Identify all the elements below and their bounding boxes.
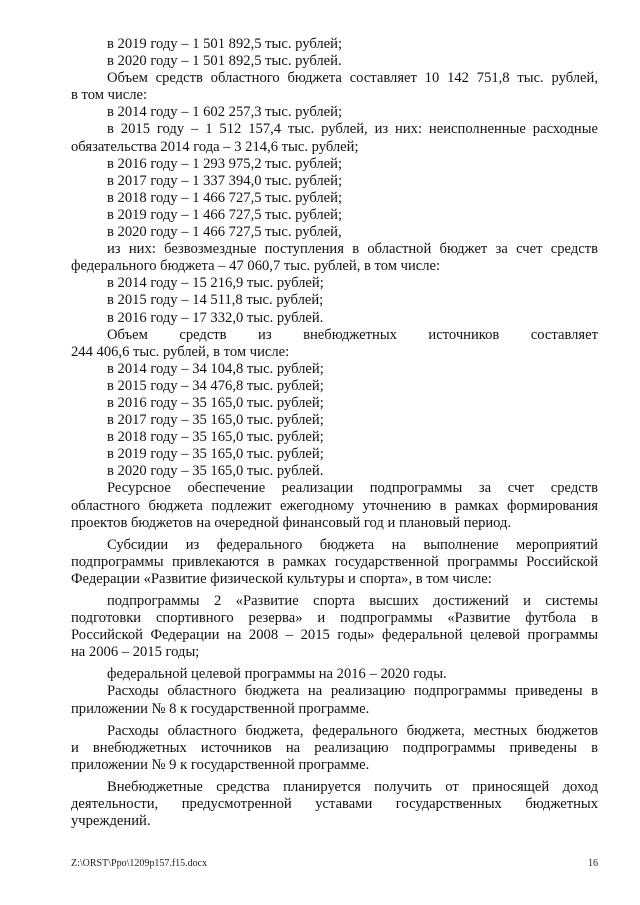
text-line: в 2014 году – 15 216,9 тыс. рублей; (107, 275, 324, 292)
text-line: Расходы областного бюджета, федерального бюджета, местных бюджетов (107, 722, 598, 739)
text-line: Внебюджетные средства планируется получить от приносящей доход (107, 778, 598, 795)
text-line: в 2015 году – 14 511,8 тыс. рублей; (107, 292, 324, 309)
text-line: 244 406,6 тыс. рублей, в том числе: (71, 343, 290, 360)
text-line: в 2017 году – 35 165,0 тыс. рублей; (107, 412, 324, 429)
text-line: федерального бюджета – 47 060,7 тыс. рублей, в том числе: (71, 258, 441, 275)
text-line: в 2014 году – 34 104,8 тыс. рублей; (107, 360, 324, 377)
text-line: в 2019 году – 1 466 727,5 тыс. рублей; (107, 206, 343, 223)
text-line: в 2016 году – 35 165,0 тыс. рублей; (107, 394, 324, 411)
text-line: Субсидии из федерального бюджета на выполнение мероприятий (107, 536, 598, 553)
text-line: Федерации «Развитие физической культуры и спорта», в том числе: (71, 570, 492, 587)
text-line: в 2019 году – 35 165,0 тыс. рублей; (107, 446, 324, 463)
text-line: федеральной целевой программы на 2016 – 2020 годы. (107, 666, 447, 683)
text-line: областного бюджета подлежит ежегодному уточнению в рамках формирования (71, 497, 598, 514)
text-line: Российской Федерации на 2008 – 2015 годы» федеральной целевой программы (71, 627, 598, 644)
text-line: деятельности, предусмотренной уставами государственных бюджетных (71, 796, 598, 813)
page-number: 16 (588, 858, 598, 869)
text-line: Объем средств из внебюджетных источников составляет (107, 326, 598, 343)
text-line: учреждений. (71, 813, 151, 830)
text-line: в том числе: (71, 87, 148, 104)
text-line: и внебюджетных источников на реализацию подпрограммы приведены в (71, 739, 598, 756)
footer-filename: Z:\ORST\Ppo\1209p157.f15.docx (71, 858, 208, 869)
text-line: подпрограммы 2 «Развитие спорта высших достижений и системы (107, 593, 598, 609)
text-line: Объем средств областного бюджета составляет 10 142 751,8 тыс. рублей, (107, 70, 598, 87)
text-line: в 2016 году – 17 332,0 тыс. рублей. (107, 309, 324, 326)
text-line: проектов бюджетов на очередной финансовый год и плановый период. (71, 514, 512, 531)
text-line: в 2019 году – 1 501 892,5 тыс. рублей; (107, 36, 343, 52)
text-line: приложении № 9 к государственной программе. (71, 756, 370, 773)
text-line: из них: безвозмездные поступления в областной бюджет за счет средств (107, 241, 598, 258)
text-line: на 2006 – 2015 годы; (71, 644, 200, 661)
text-line: в 2018 году – 35 165,0 тыс. рублей; (107, 429, 324, 446)
text-line: в 2020 году – 1 501 892,5 тыс. рублей. (107, 53, 342, 70)
text-line: в 2018 году – 1 466 727,5 тыс. рублей; (107, 189, 343, 206)
text-line: в 2014 году – 1 602 257,3 тыс. рублей; (107, 104, 343, 121)
text-line: в 2017 году – 1 337 394,0 тыс. рублей; (107, 172, 343, 189)
text-line: в 2020 году – 1 466 727,5 тыс. рублей, (107, 224, 342, 241)
text-line: приложении № 8 к государственной программе. (71, 700, 370, 717)
text-line: подготовки спортивного резерва» и подпрограммы «Развитие футбола в (71, 610, 598, 627)
text-line: в 2020 году – 35 165,0 тыс. рублей. (107, 463, 324, 480)
text-line: подпрограммы привлекаются в рамках государственной программы Российской (71, 553, 598, 570)
text-line: в 2015 году – 1 512 157,4 тыс. рублей, из них: неисполненные расходные (107, 121, 598, 138)
text-line: Ресурсное обеспечение реализации подпрограммы за счет средств (107, 480, 598, 497)
text-line: в 2015 году – 34 476,8 тыс. рублей; (107, 377, 324, 394)
text-line: в 2016 году – 1 293 975,2 тыс. рублей; (107, 155, 343, 172)
document-body (71, 36, 598, 830)
text-line: Расходы областного бюджета на реализацию подпрограммы приведены в (107, 683, 598, 700)
text-line: обязательства 2014 года – 3 214,6 тыс. рублей; (71, 138, 359, 155)
